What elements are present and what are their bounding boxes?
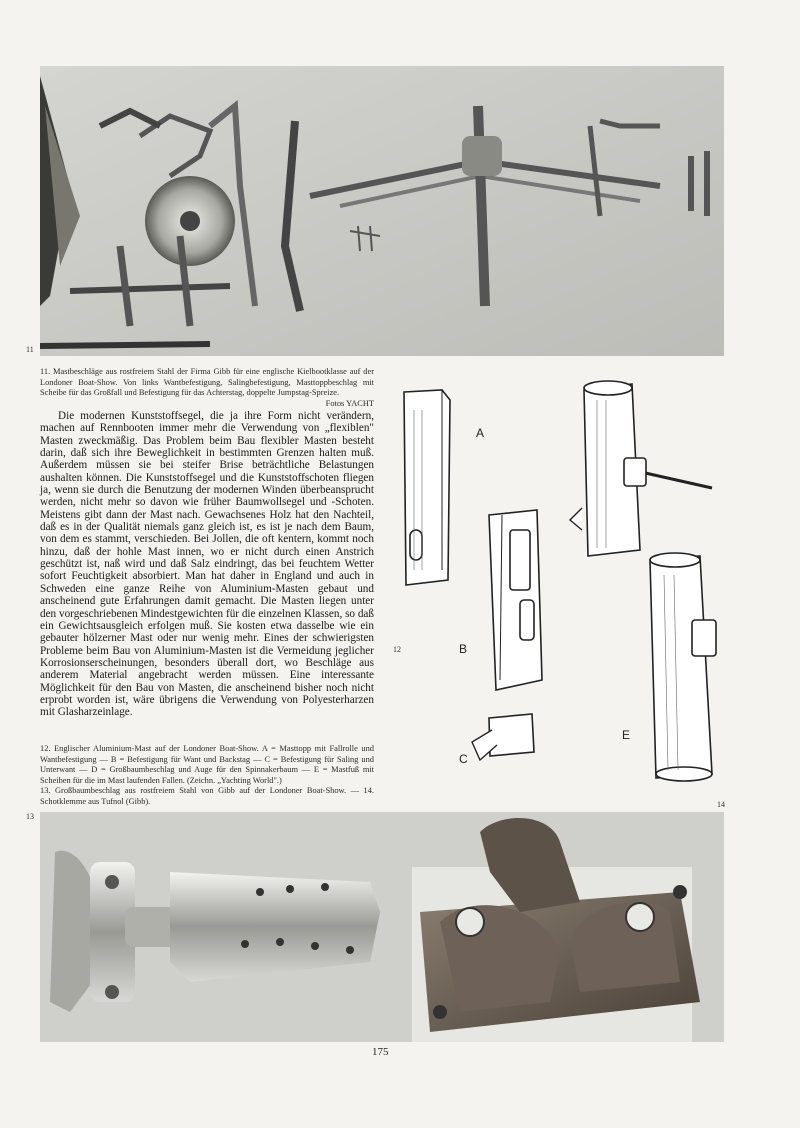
figure-11-number: 11 [26,345,34,354]
figure-12-label-e: E [622,728,631,742]
figure-12-drawing [392,380,732,790]
article-paragraph: Die modernen Kunststoffsegel, die ja ihre Form nicht verändern, machen auf Rennbooten immer mehr die Verwendung von „flexiblen" Masten zweckmäßig. Das Problem beim Bau flexibler Masten besteht darin, daß sich ihre Beweglichkeit in bestimmten Grenzen halten muß. Außerdem müssen sie bei steifer Brise beträchtliche Belastungen aushalten können. Die Kunststoffsegel und die Kunststoffschoten fliegen ja, wenn sie durch die Benutzung der modernen Winden überbeansprucht werden, nicht mehr so davon wie früher Baumwollsegel und -Schoten. Meistens gibt dann der Mast nach. Gewachsenes Holz hat den Nachteil, daß es in der Qualität niemals ganz gleich ist, es ist je nach dem Baum, von dem es stammt, verschieden. Bei Jollen, die oft kentern, kommt noch hinzu, daß der hohle Mast innen, wo er nicht durch einen Anstrich geschützt ist, naß wird und daß Salz eindringt, das bei feuchtem Wetter sofort Feuchtigkeit absorbiert. Man hat daher in England und auch in Schweden eine ganze Reihe von Aluminium-Masten gebaut und anscheinend gute Erfahrungen damit gemacht. Die Masten liegen unter den vorgeschriebenen Mindestgewichten für die einzelnen Klassen, so daß ein Gewichtsausgleich erfolgen muß. Sie kosten etwa dasselbe wie ein gebauter hölzerner Mast oder nur wenig mehr. Eines der schwierigsten Probleme beim Bau von Aluminium-Masten ist die Vermeidung jeglicher Korrosionserscheinungen, besonders überall dort, wo Beschläge aus anderem Material angebracht werden müssen. Eine interessante Möglichkeit für den Bau von Masten, die anscheinend bisher noch nicht erprobt worden ist, wäre übrigens die Verwendung von Polyesterharzen mit Glasharzeinlage. [40,410,374,719]
figure-13-14-photo [40,812,724,1042]
figure-13-number: 13 [26,812,34,821]
aluminium-mast-drawing [392,380,732,790]
mast-fittings-photo [40,66,724,356]
figure-12-label-b: B [459,642,468,656]
figure-14-number: 14 [717,800,725,809]
figure-12-caption [40,744,374,786]
article-body [40,410,374,740]
figure-12-label-a: A [476,426,485,440]
figure-11-credit: Fotos YACHT [325,398,374,408]
figure-11-caption [40,367,374,409]
figure-12-label-c: C [459,752,468,766]
figure-12-caption-text: 12. Englischer Aluminium-Mast auf der Londoner Boat-Show. A = Masttopp mit Fallrolle und Wantbefestigung — B = Befestigung für Want und Backstag — C = Befestigung für Saling und Unterwant — D = Großbaumbeschlag und Auge für den Spinnakerbaum — E = Mastfuß mit Scheiben für die im Mast laufenden Fallen. (Zeichn. „Yachting World".) [40,744,374,785]
figure-11-photo [40,66,724,356]
boom-fitting-and-cleat-photo [40,812,724,1042]
figure-13-caption-text: 13. Großbaumbeschlag aus rostfreiem Stahl von Gibb auf der Londoner Boat-Show. — 14. Schotklemme aus Tufnol (Gibb). [40,786,374,806]
page-number: 175 [372,1046,389,1058]
figure-13-caption [40,786,374,807]
figure-12-number: 12 [393,645,401,654]
figure-11-caption-text: 11. Mastbeschläge aus rostfreiem Stahl der Firma Gibb für eine englische Kielbootklasse auf der Londoner Boat-Show. Von links Wantbefestigung, Salingbefestigung, Masttoppbeschlag mit Scheibe für das Großfall und Befestigung für das Achterstag, doppelte Jumpstag-Spreize. [40,367,374,398]
